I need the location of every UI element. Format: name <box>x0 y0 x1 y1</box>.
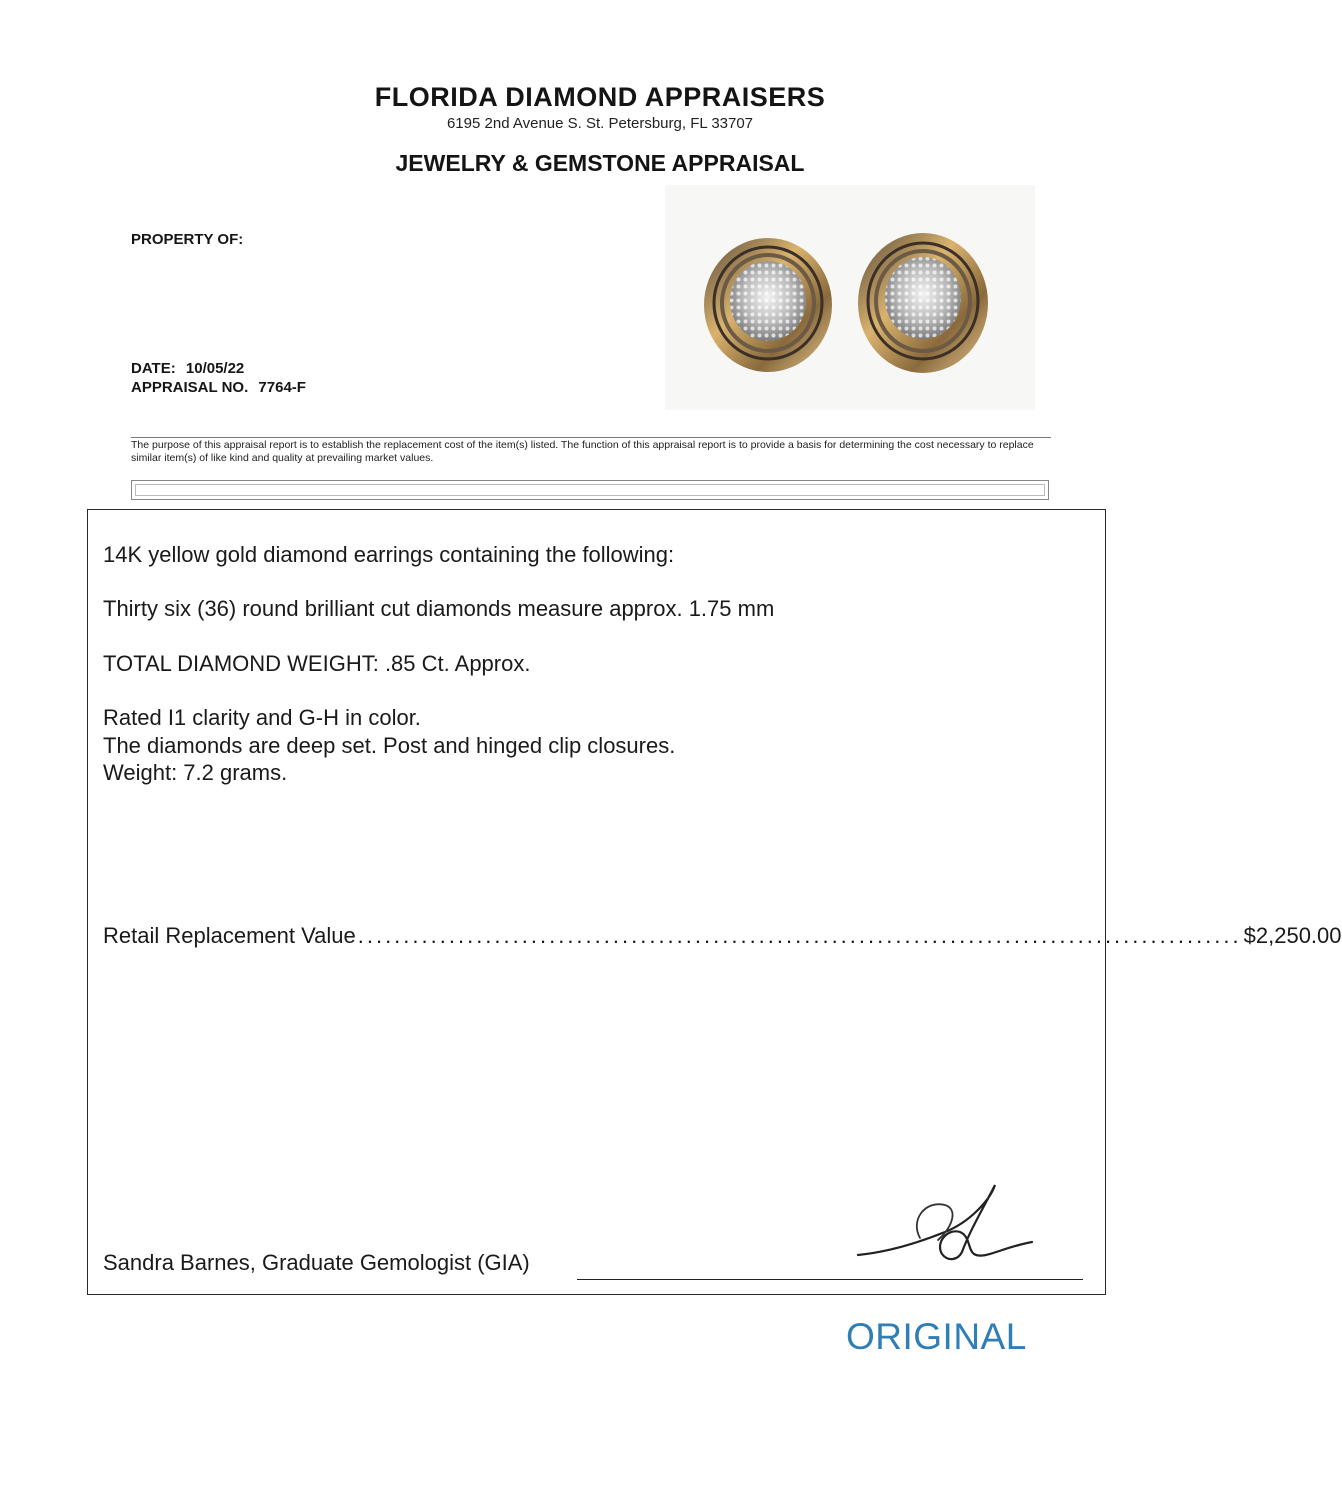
retail-value-amount: $2,250.00 <box>1243 923 1342 948</box>
retail-value-row <box>103 923 1342 949</box>
left-earring <box>704 238 832 372</box>
description-line-4: Rated I1 clarity and G-H in color. <box>103 705 421 730</box>
signature-icon <box>850 1180 1040 1280</box>
appraisal-no-value: 7764-F <box>258 379 306 396</box>
document-title: JEWELRY & GEMSTONE APPRAISAL <box>395 150 805 176</box>
purpose-statement: The purpose of this appraisal report is to establish the replacement cost of the item(s) listed. The function of this appraisal report is to provide a basis for determining the cost necessary to replace similar item(s) of like kind and quality at prevailing market values. <box>131 439 1034 464</box>
right-earring <box>858 233 988 373</box>
appraisal-no-label: APPRAISAL NO. <box>131 379 249 396</box>
leader-dots: ................................................................................................. <box>357 923 1242 948</box>
description-line-3: TOTAL DIAMOND WEIGHT: .85 Ct. Approx. <box>103 651 531 676</box>
company-name: FLORIDA DIAMOND APPRAISERS <box>374 82 826 112</box>
purpose-rule <box>131 437 1051 438</box>
earrings-photo <box>665 185 1035 410</box>
blank-field <box>131 480 1049 500</box>
signature-mark <box>850 1180 1040 1280</box>
date-label: DATE: <box>131 360 176 377</box>
description-box <box>87 509 1106 1295</box>
appraisal-no-row <box>131 379 306 396</box>
appraiser-name: Sandra Barnes, Graduate Gemologist (GIA) <box>103 1250 530 1275</box>
description-line-5: The diamonds are deep set. Post and hinged clip closures. <box>103 733 676 758</box>
company-address: 6195 2nd Avenue S. St. Petersburg, FL 33707 <box>446 115 754 132</box>
earrings-photo-icon <box>665 185 1035 410</box>
date-value: 10/05/22 <box>185 360 245 377</box>
signature-line <box>577 1279 1083 1280</box>
description-line-6: Weight: 7.2 grams. <box>103 760 288 785</box>
original-stamp: ORIGINAL <box>846 1316 1027 1357</box>
date-row <box>131 360 244 377</box>
retail-value-label: Retail Replacement Value <box>103 923 356 948</box>
description-line-2: Thirty six (36) round brilliant cut diamonds measure approx. 1.75 mm <box>103 596 775 621</box>
description-line-1: 14K yellow gold diamond earrings containing the following: <box>103 542 675 567</box>
property-of-label: PROPERTY OF: <box>131 231 244 248</box>
